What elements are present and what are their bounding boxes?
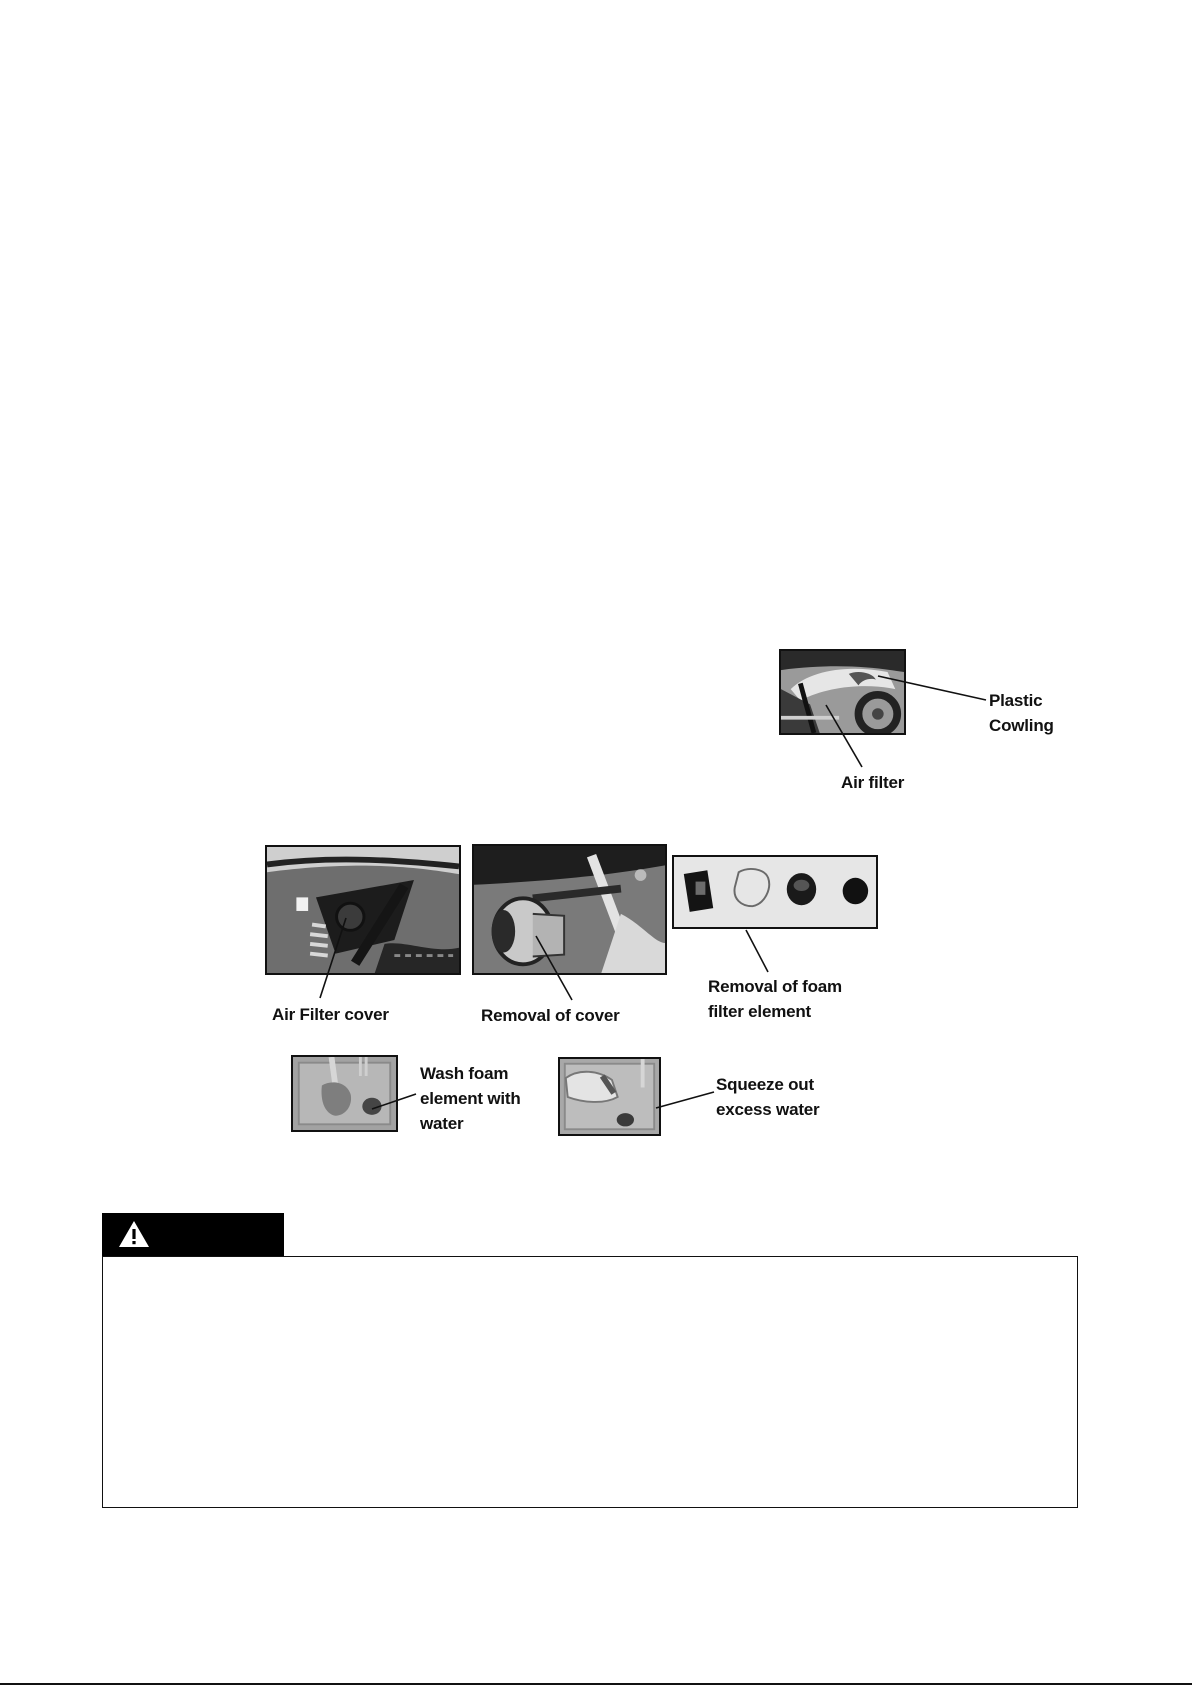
warning-triangle-icon — [118, 1219, 150, 1249]
squeeze-water-label — [716, 1072, 819, 1122]
cowling-photo — [779, 649, 906, 735]
warning-header-tab — [102, 1213, 284, 1257]
wash-foam-label — [420, 1061, 521, 1136]
plastic-cowling-label-line1: Plastic — [989, 691, 1043, 710]
warning-box — [102, 1256, 1078, 1508]
foam-removal-label — [708, 974, 842, 1024]
plastic-cowling-label-line2: Cowling — [989, 716, 1054, 735]
air-filter-cover-photo — [265, 845, 461, 975]
squeeze-water-photo — [558, 1057, 661, 1136]
foam-filter-parts-photo — [672, 855, 878, 929]
foam-removal-label-line2: filter element — [708, 1002, 812, 1021]
wash-foam-label-line1: Wash foam — [420, 1064, 509, 1083]
wash-foam-label-line2: element with — [420, 1089, 521, 1108]
air-filter-label: Air filter — [841, 773, 905, 792]
wash-foam-photo — [291, 1055, 398, 1132]
squeeze-water-label-line1: Squeeze out — [716, 1075, 814, 1094]
plastic-cowling-label — [989, 688, 1054, 738]
removal-of-cover-label: Removal of cover — [481, 1006, 620, 1025]
removal-of-cover-photo — [472, 844, 667, 975]
foam-removal-label-line1: Removal of foam — [708, 977, 842, 996]
air-filter-cover-label: Air Filter cover — [272, 1005, 389, 1024]
wash-foam-label-line3: water — [420, 1114, 464, 1133]
squeeze-water-label-line2: excess water — [716, 1100, 820, 1119]
